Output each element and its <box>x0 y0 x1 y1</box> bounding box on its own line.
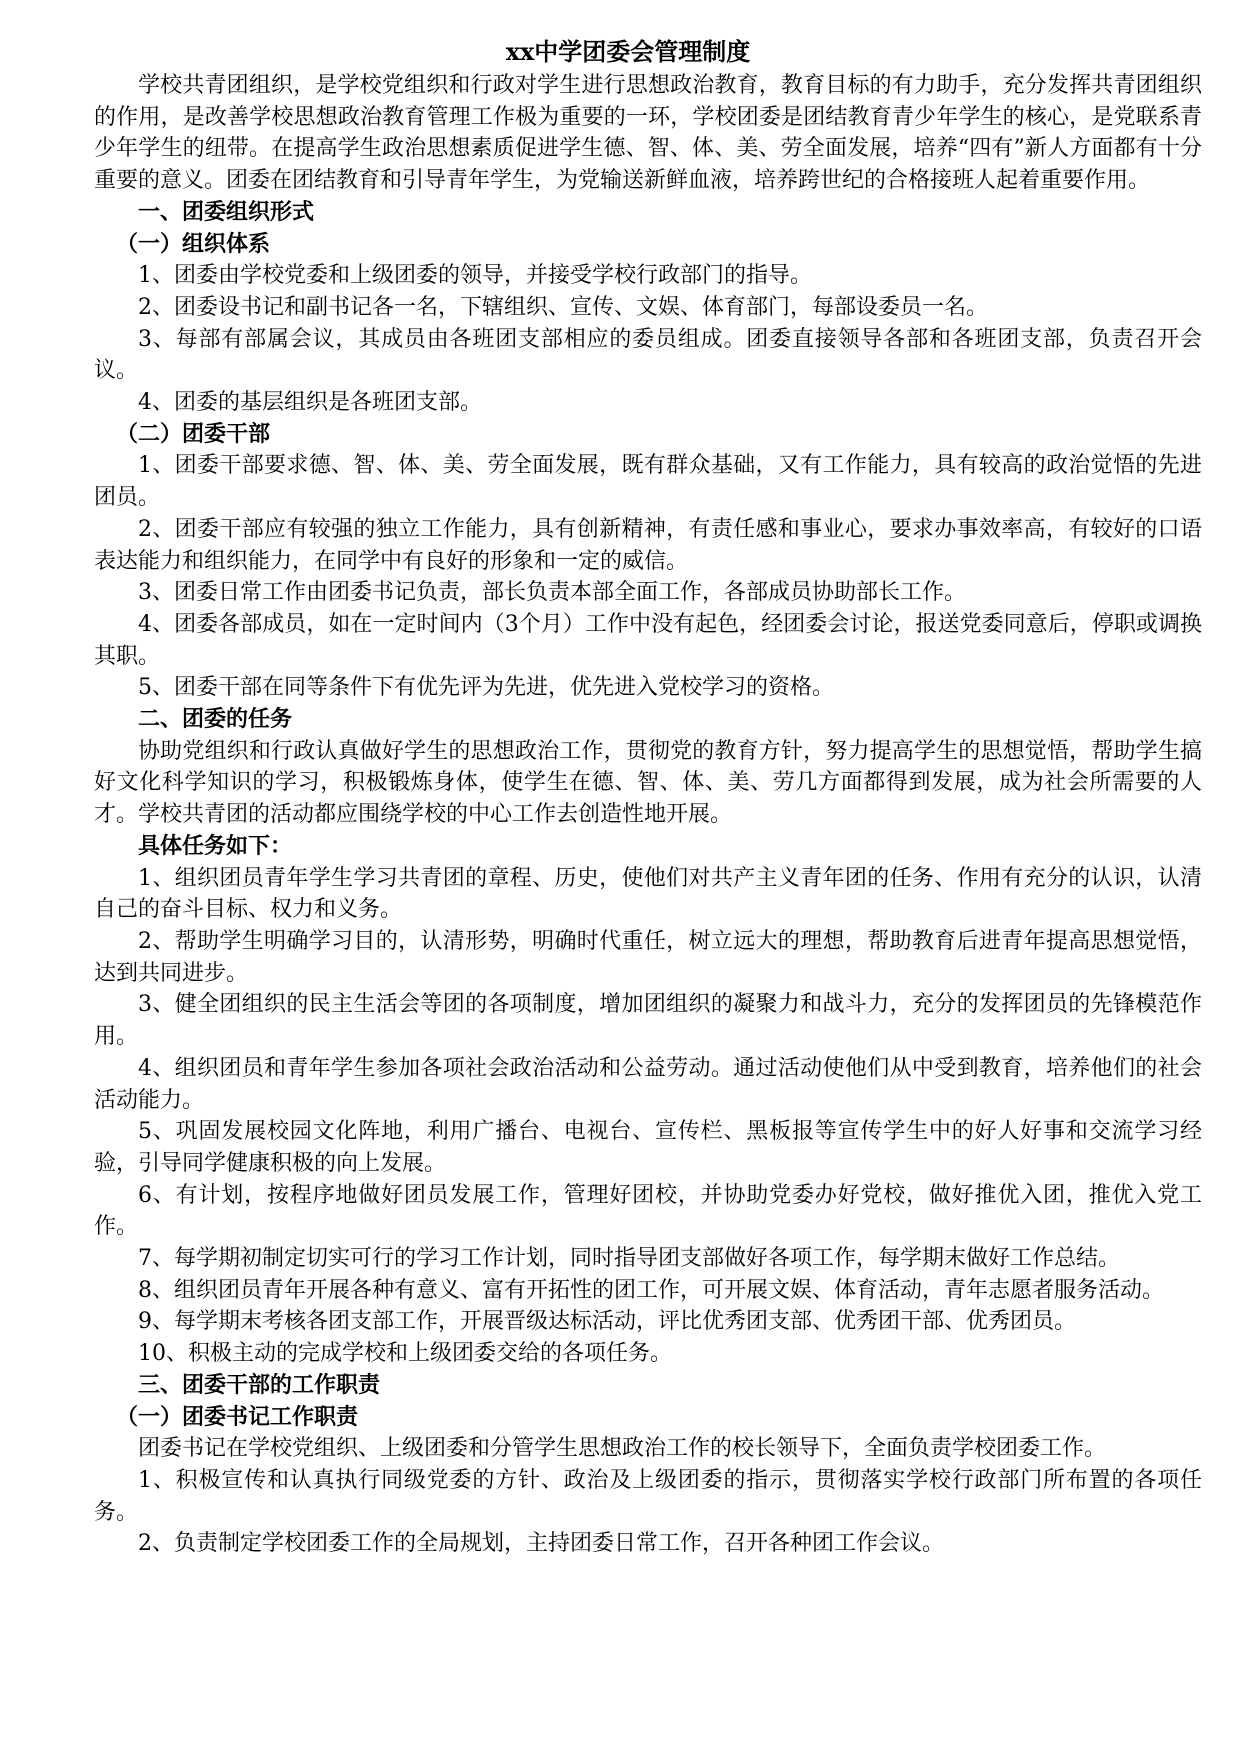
list-item: 2、帮助学生明确学习目的，认清形势，明确时代重任，树立远大的理想，帮助教育后进青年提高思想觉悟，达到共同进步。 <box>94 928 1202 986</box>
section-1-heading: 一、团委组织形式 <box>138 198 315 225</box>
section-1-sub-2-heading: （二）团委干部 <box>116 420 271 447</box>
list-item: 2、团委干部应有较强的独立工作能力，具有创新精神，有责任感和事业心，要求办事效率高，有较好的口语表达能力和组织能力，在同学中有良好的形象和一定的威信。 <box>94 516 1202 574</box>
list-item: 4、团委各部成员，如在一定时间内（3个月）工作中没有起色，经团委会讨论，报送党委同意后，停职或调换其职。 <box>94 611 1202 669</box>
section-1-sub-1-heading: （一）组织体系 <box>116 230 271 257</box>
list-item: 2、负责制定学校团委工作的全局规划，主持团委日常工作，召开各种团工作会议。 <box>138 1531 944 1557</box>
list-item: 5、团委干部在同等条件下有优先评为先进，优先进入党校学习的资格。 <box>138 675 834 701</box>
document-title: xx中学团委会管理制度 <box>505 37 751 66</box>
list-item: 7、每学期初制定切实可行的学习工作计划，同时指导团支部做好各项工作，每学期末做好工作总结。 <box>138 1246 1121 1272</box>
list-item: 5、巩固发展校园文化阵地，利用广播台、电视台、宣传栏、黑板报等宣传学生中的好人好事和交流学习经验，引导同学健康积极的向上发展。 <box>94 1119 1202 1176</box>
list-item: 4、团委的基层组织是各班团支部。 <box>138 390 482 416</box>
list-item: 1、组织团员青年学生学习共青团的章程、历史，使他们对共产主义青年团的任务、作用有充分的认识，认清自己的奋斗目标、权力和义务。 <box>94 865 1202 923</box>
list-item: 10、积极主动的完成学校和上级团委交给的各项任务。 <box>138 1341 672 1367</box>
list-item: 1、积极宣传和认真执行同级党委的方针、政治及上级团委的指示，贯彻落实学校行政部门所布置的各项任务。 <box>94 1467 1202 1525</box>
section-3-sub-1-heading: （一）团委书记工作职责 <box>116 1403 359 1430</box>
list-item: 8、组织团员青年开展各种有意义、富有开拓性的团工作，可开展文娱、体育活动，青年志愿者服务活动。 <box>138 1277 1165 1303</box>
section-2-intro: 协助党组织和行政认真做好学生的思想政治工作，贯彻党的教育方针，努力提高学生的思想觉悟，帮助学生搞好文化科学知识的学习，积极锻炼身体，使学生在德、智、体、美、劳几方面都得到发展，成为社会所需要的人才。学校共青团的活动都应围绕学校的中心工作去创造性地开展。 <box>94 738 1202 828</box>
intro-paragraph: 学校共青团组织，是学校党组织和行政对学生进行思想政治教育，教育目标的有力助手，充分发挥共青团组织的作用，是改善学校思想政治教育管理工作极为重要的一环，学校团委是团结教育青少年学生的核心，是党联系青少年学生的纽带。在提高学生政治思想素质促进学生德、智、体、美、劳全面发展，培养“四有”新人方面都有十分重要的意义。团委在团结教育和引导青年学生，为党输送新鲜血液，培养跨世纪的合格接班人起着重要作用。 <box>94 73 1202 194</box>
section-2-heading: 二、团委的任务 <box>138 706 293 733</box>
list-item: 1、团委干部要求德、智、体、美、劳全面发展，既有群众基础，又有工作能力，具有较高的政治觉悟的先进团员。 <box>94 453 1202 511</box>
list-item: 9、每学期末考核各团支部工作，开展晋级达标活动，评比优秀团支部、优秀团干部、优秀团员。 <box>138 1309 1077 1335</box>
section-3-intro: 团委书记在学校党组织、上级团委和分管学生思想政治工作的校长领导下，全面负责学校团委工作。 <box>138 1436 1107 1462</box>
list-item: 2、团委设书记和副书记各一名，下辖组织、宣传、文娱、体育部门，每部设委员一名。 <box>138 294 988 320</box>
list-item: 1、团委由学校党委和上级团委的领导，并接受学校行政部门的指导。 <box>138 263 812 289</box>
list-item: 3、团委日常工作由团委书记负责，部长负责本部全面工作，各部成员协助部长工作。 <box>138 580 966 606</box>
section-3-heading: 三、团委干部的工作职责 <box>138 1371 381 1398</box>
list-item: 6、有计划，按程序地做好团员发展工作，管理好团校，并协助党委办好党校，做好推优入团，推优入党工作。 <box>94 1182 1202 1240</box>
list-item: 3、健全团组织的民主生活会等团的各项制度，增加团组织的凝聚力和战斗力，充分的发挥团员的先锋模范作用。 <box>94 992 1202 1050</box>
list-item: 4、组织团员和青年学生参加各项社会政治活动和公益劳动。通过活动使他们从中受到教育，培养他们的社会活动能力。 <box>94 1055 1202 1113</box>
list-item: 3、每部有部属会议，其成员由各班团支部相应的委员组成。团委直接领导各部和各班团支部，负责召开会议。 <box>94 326 1202 384</box>
tasks-heading: 具体任务如下： <box>138 832 293 859</box>
